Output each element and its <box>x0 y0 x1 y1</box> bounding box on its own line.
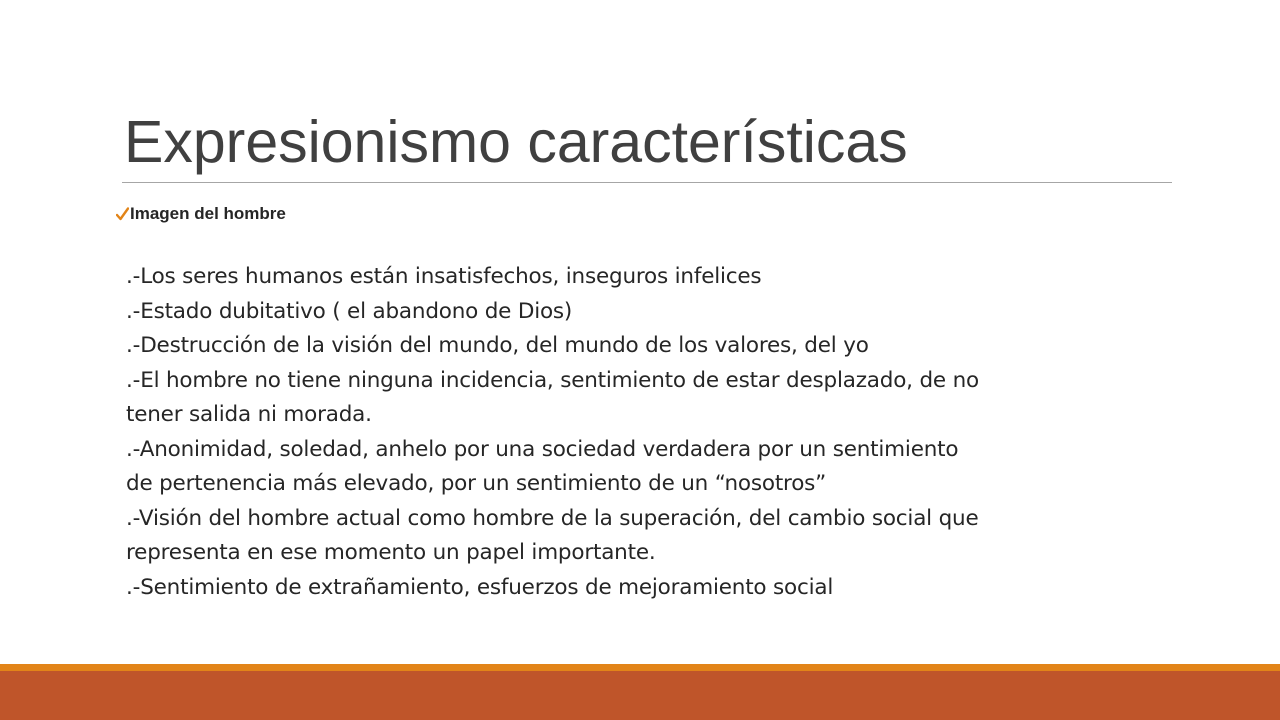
body-line: .-Los seres humanos están insatisfechos, inseguros infelices <box>126 264 762 289</box>
body-line: .-El hombre no tiene ninguna incidencia, sentimiento de estar desplazado, de no <box>126 367 979 393</box>
body-text <box>126 260 1186 605</box>
slide-title: Expresionismo características <box>124 109 908 175</box>
body-line: tener salida ni morada. <box>126 402 372 427</box>
body-line: .-Estado dubitativo ( el abandono de Dios) <box>126 298 573 324</box>
footer-band <box>0 671 1280 720</box>
bullet-item <box>116 203 286 225</box>
title-divider <box>122 182 1172 183</box>
body-line: .-Visión del hombre actual como hombre de la superación, del cambio social que <box>126 505 979 531</box>
body-line: .-Sentimiento de extrañamiento, esfuerzos de mejoramiento social <box>126 574 834 600</box>
bullet-label: Imagen del hombre <box>130 204 286 223</box>
check-icon <box>116 207 129 221</box>
footer-accent-stripe <box>0 664 1280 671</box>
body-line: .-Destrucción de la visión del mundo, del mundo de los valores, del yo <box>126 333 869 358</box>
body-line: representa en ese momento un papel importante. <box>126 540 656 565</box>
body-line: .-Anonimidad, soledad, anhelo por una sociedad verdadera por un sentimiento <box>126 436 959 462</box>
body-line: de pertenencia más elevado, por un sentimiento de un “nosotros” <box>126 471 827 496</box>
